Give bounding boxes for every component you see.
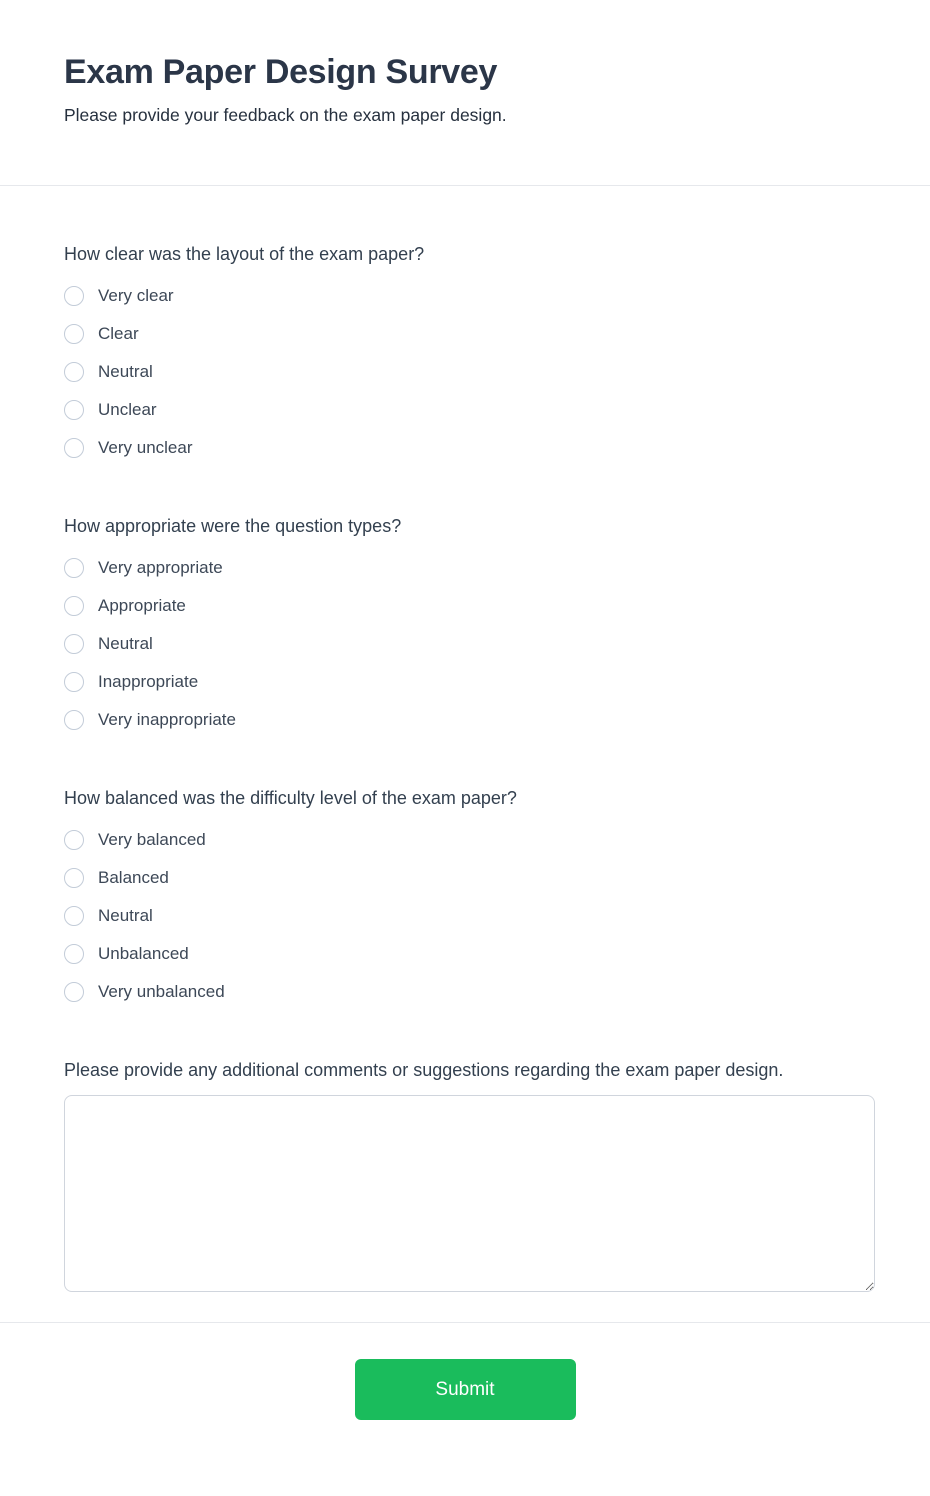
q3-unbalanced-radio[interactable]: [64, 944, 84, 964]
q2-very-inappropriate-radio[interactable]: [64, 710, 84, 730]
q2-option-very-inappropriate[interactable]: [64, 701, 866, 739]
option-label[interactable]: Very unbalanced: [98, 982, 225, 1001]
q2-appropriate-radio[interactable]: [64, 596, 84, 616]
survey-footer: [0, 1322, 930, 1469]
q1-option-neutral[interactable]: [64, 353, 866, 391]
option-label[interactable]: Clear: [98, 324, 139, 343]
question-layout-clarity: [64, 241, 866, 467]
q1-option-very-clear[interactable]: [64, 277, 866, 315]
option-label[interactable]: Neutral: [98, 362, 153, 381]
q1-very-unclear-radio[interactable]: [64, 438, 84, 458]
option-label[interactable]: Neutral: [98, 906, 153, 925]
option-label[interactable]: Neutral: [98, 634, 153, 653]
q2-option-neutral[interactable]: [64, 625, 866, 663]
q3-option-very-balanced[interactable]: [64, 821, 866, 859]
q2-inappropriate-radio[interactable]: [64, 672, 84, 692]
q2-option-inappropriate[interactable]: [64, 663, 866, 701]
submit-button[interactable]: Submit: [355, 1359, 576, 1420]
q1-option-very-unclear[interactable]: [64, 429, 866, 467]
q2-neutral-radio[interactable]: [64, 634, 84, 654]
q1-option-clear[interactable]: [64, 315, 866, 353]
question-label: How appropriate were the question types?: [64, 516, 402, 536]
q3-neutral-radio[interactable]: [64, 906, 84, 926]
option-label[interactable]: Very unclear: [98, 438, 193, 457]
q3-option-balanced[interactable]: [64, 859, 866, 897]
question-difficulty-balance: [64, 785, 866, 1011]
page-title: Exam Paper Design Survey: [64, 53, 498, 91]
option-label[interactable]: Balanced: [98, 868, 169, 887]
option-label[interactable]: Unbalanced: [98, 944, 189, 963]
q1-option-unclear[interactable]: [64, 391, 866, 429]
question-label: How clear was the layout of the exam paper?: [64, 244, 425, 264]
question-additional-comments: [64, 1057, 866, 1292]
q1-clear-radio[interactable]: [64, 324, 84, 344]
q3-balanced-radio[interactable]: [64, 868, 84, 888]
q3-very-unbalanced-radio[interactable]: [64, 982, 84, 1002]
q1-very-clear-radio[interactable]: [64, 286, 84, 306]
comments-textarea[interactable]: [64, 1095, 875, 1292]
option-label[interactable]: Very appropriate: [98, 558, 223, 577]
comment-label: Please provide any additional comments or suggestions regarding the exam paper design.: [64, 1060, 784, 1080]
option-label[interactable]: Unclear: [98, 400, 157, 419]
option-label[interactable]: Inappropriate: [98, 672, 199, 691]
q2-very-appropriate-radio[interactable]: [64, 558, 84, 578]
question-question-types: [64, 513, 866, 739]
survey-header: [0, 0, 930, 186]
option-label[interactable]: Very balanced: [98, 830, 206, 849]
q3-option-neutral[interactable]: [64, 897, 866, 935]
q3-very-balanced-radio[interactable]: [64, 830, 84, 850]
q1-unclear-radio[interactable]: [64, 400, 84, 420]
q3-option-very-unbalanced[interactable]: [64, 973, 866, 1011]
question-label: How balanced was the difficulty level of the exam paper?: [64, 788, 517, 808]
page-subtitle: Please provide your feedback on the exam paper design.: [64, 105, 507, 126]
q1-neutral-radio[interactable]: [64, 362, 84, 382]
survey-form: [0, 186, 930, 1322]
option-label[interactable]: Very inappropriate: [98, 710, 236, 729]
q3-option-unbalanced[interactable]: [64, 935, 866, 973]
option-label[interactable]: Very clear: [98, 286, 174, 305]
option-label[interactable]: Appropriate: [98, 596, 186, 615]
q2-option-very-appropriate[interactable]: [64, 549, 866, 587]
q2-option-appropriate[interactable]: [64, 587, 866, 625]
